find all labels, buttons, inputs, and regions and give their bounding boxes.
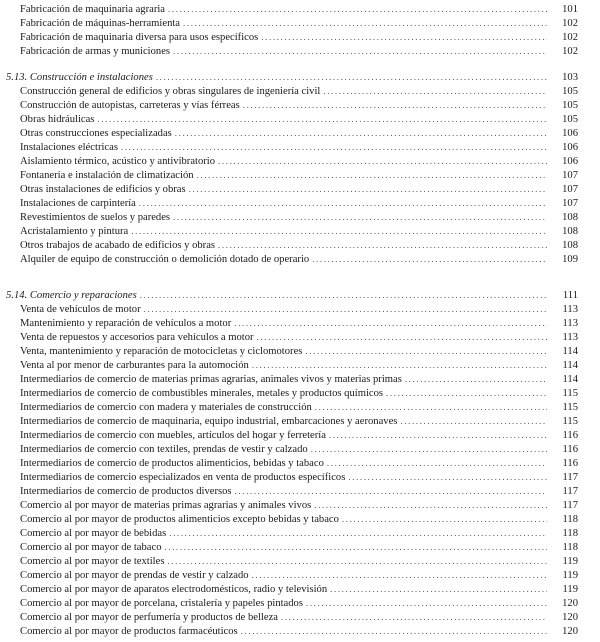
toc-entry-label: Venta de vehículos de motor (20, 304, 141, 315)
toc-entry (20, 484, 578, 499)
toc-entry-page: 108 (562, 212, 578, 223)
toc-entry (20, 610, 578, 625)
dot-leader (156, 70, 547, 84)
toc-entry-page: 105 (562, 100, 578, 111)
toc-entry-label: Comercio al por mayor de tabaco (20, 542, 162, 553)
toc-entry-label: Instalaciones de carpintería (20, 198, 136, 209)
toc-entry-label: Comercio al por mayor de prendas de vestir y calzado (20, 570, 249, 581)
toc-entry-page: 117 (562, 472, 578, 483)
toc-entry (20, 358, 578, 373)
dot-leader (386, 386, 547, 400)
toc-entry (20, 582, 578, 597)
toc-entry-label: Venta al por menor de carburantes para la automoción (20, 360, 249, 371)
toc-entry-page: 118 (562, 542, 578, 553)
toc-entry-label: Construcción general de edificios y obras singulares de ingeniería civil (20, 86, 321, 97)
dot-leader (252, 358, 547, 372)
toc-entry-label: Venta, mantenimiento y reparación de motocicletas y ciclomotores (20, 346, 303, 357)
dot-leader (175, 126, 547, 140)
toc-entry-page: 115 (562, 416, 578, 427)
toc-entry (20, 168, 578, 183)
section-heading-label: 5.13. Construcción e instalaciones (6, 72, 153, 83)
toc-entry-page: 114 (562, 374, 578, 385)
dot-leader (314, 498, 547, 512)
dot-leader (168, 2, 547, 16)
toc-entry-page: 116 (562, 444, 578, 455)
toc-entry (20, 428, 578, 443)
toc-entry-label: Venta de repuestos y accesorios para vehículos a motor (20, 332, 254, 343)
dot-leader (139, 196, 547, 210)
toc-entry-page: 119 (562, 570, 578, 581)
toc-entry-label: Intermediarios de comercio con textiles, prendas de vestir y calzado (20, 444, 308, 455)
dot-leader (97, 112, 547, 126)
toc-entry-page: 115 (562, 402, 578, 413)
toc-entry-page: 102 (562, 18, 578, 29)
section-heading-page: 111 (562, 290, 578, 301)
toc-entry-label: Instalaciones eléctricas (20, 142, 118, 153)
toc-entry-page: 107 (562, 170, 578, 181)
toc-entry (20, 470, 578, 485)
toc-entry (20, 498, 578, 513)
toc-entry-page: 116 (562, 430, 578, 441)
dot-leader (281, 610, 547, 624)
toc-entry-label: Intermediarios de comercio de combustibles minerales, metales y productos químicos (20, 388, 384, 399)
toc-entry-label: Fabricación de armas y municiones (20, 46, 171, 57)
dot-leader (305, 344, 547, 358)
toc-entry (20, 526, 578, 541)
dot-leader (234, 316, 547, 330)
section-heading (6, 70, 578, 85)
dot-leader (315, 400, 547, 414)
toc-entry-page: 105 (562, 114, 578, 125)
toc-entry (20, 414, 578, 429)
dot-leader (342, 512, 547, 526)
toc-entry-page: 119 (562, 556, 578, 567)
dot-leader (197, 168, 547, 182)
toc-entry-page: 113 (562, 304, 578, 315)
dot-leader (405, 372, 547, 386)
toc-entry (20, 540, 578, 555)
toc-entry-page: 105 (562, 86, 578, 97)
toc-entry-page: 120 (562, 626, 578, 637)
toc-entry (20, 44, 578, 59)
dot-leader (243, 98, 547, 112)
dot-leader (235, 484, 547, 498)
dot-leader (330, 582, 547, 596)
dot-leader (241, 624, 547, 638)
toc-entry-page: 119 (562, 584, 578, 595)
toc-entry (20, 568, 578, 583)
toc-entry-label: Obras hidráulicas (20, 114, 95, 125)
toc-entry (20, 154, 578, 169)
toc-entry-label: Acristalamiento y pintura (20, 226, 129, 237)
toc-entry-page: 114 (562, 346, 578, 357)
toc-entry (20, 302, 578, 317)
toc-entry (20, 84, 578, 99)
dot-leader (348, 470, 547, 484)
toc-entry (20, 512, 578, 527)
toc-entry-label: Comercio al por mayor de porcelana, cristalería y papeles pintados (20, 598, 303, 609)
dot-leader (329, 428, 547, 442)
dot-leader (400, 414, 547, 428)
toc-entry (20, 126, 578, 141)
toc-entry (20, 330, 578, 345)
toc-entry (20, 224, 578, 239)
dot-leader (140, 288, 547, 302)
dot-leader (169, 526, 547, 540)
toc-entry-page: 116 (562, 458, 578, 469)
section-heading (6, 288, 578, 303)
toc-entry-label: Revestimientos de suelos y paredes (20, 212, 171, 223)
dot-leader (183, 16, 547, 30)
toc-entry-page: 106 (562, 142, 578, 153)
toc-entry (20, 316, 578, 331)
toc-entry-page: 113 (562, 332, 578, 343)
toc-entry-page: 109 (562, 254, 578, 265)
toc-entry-label: Comercio al por mayor de perfumería y productos de belleza (20, 612, 278, 623)
toc-entry (20, 400, 578, 415)
dot-leader (311, 442, 547, 456)
section-heading-page: 103 (562, 72, 578, 83)
toc-entry-page: 117 (562, 500, 578, 511)
dot-leader (312, 252, 547, 266)
toc-entry-page: 117 (562, 486, 578, 497)
toc-entry-label: Fabricación de máquinas-herramienta (20, 18, 181, 29)
toc-entry-page: 120 (562, 612, 578, 623)
toc-entry-label: Mantenimiento y reparación de vehículos a motor (20, 318, 232, 329)
toc-entry-page: 101 (562, 4, 578, 15)
toc-entry-label: Comercio al por mayor de bebidas (20, 528, 167, 539)
dot-leader (173, 210, 547, 224)
dot-leader (218, 238, 547, 252)
toc-entry-label: Intermediarios de comercio de productos alimenticios, bebidas y tabaco (20, 458, 324, 469)
toc-entry (20, 140, 578, 155)
dot-leader (257, 330, 547, 344)
toc-entry-page: 118 (562, 528, 578, 539)
toc-entry (20, 596, 578, 611)
toc-entry-label: Fabricación de maquinaria diversa para usos específicos (20, 32, 259, 43)
dot-leader (261, 30, 547, 44)
toc-entry-page: 102 (562, 32, 578, 43)
dot-leader (173, 44, 547, 58)
toc-entry (20, 210, 578, 225)
toc-entry-page: 120 (562, 598, 578, 609)
dot-leader (189, 182, 547, 196)
dot-leader (167, 554, 547, 568)
toc-entry (20, 252, 578, 267)
toc-entry (20, 372, 578, 387)
toc-entry-page: 108 (562, 226, 578, 237)
dot-leader (252, 568, 547, 582)
toc-entry (20, 16, 578, 31)
toc-entry-label: Otras construcciones especializadas (20, 128, 172, 139)
toc-entry-label: Fontanería e instalación de climatización (20, 170, 194, 181)
toc-entry-label: Intermediarios de comercio de productos diversos (20, 486, 232, 497)
toc-entry-page: 102 (562, 46, 578, 57)
toc-entry (20, 182, 578, 197)
toc-entry-page: 107 (562, 198, 578, 209)
dot-leader (306, 596, 547, 610)
toc-entry-label: Alquiler de equipo de construcción o demolición dotado de operario (20, 254, 310, 265)
toc-entry-label: Intermediarios de comercio de materias primas agrarias, animales vivos y materias primas (20, 374, 402, 385)
toc-entry (20, 238, 578, 253)
dot-leader (131, 224, 547, 238)
toc-entry-label: Fabricación de maquinaria agraria (20, 4, 166, 15)
toc-entry-label: Intermediarios de comercio con madera y materiales de construcción (20, 402, 312, 413)
toc-entry-page: 114 (562, 360, 578, 371)
toc-entry (20, 2, 578, 17)
toc-entry-page: 106 (562, 156, 578, 167)
section-heading-label: 5.14. Comercio y reparaciones (6, 290, 137, 301)
toc-entry (20, 386, 578, 401)
toc-entry (20, 456, 578, 471)
toc-entry-page: 107 (562, 184, 578, 195)
toc-entry-page: 113 (562, 318, 578, 329)
dot-leader (327, 456, 547, 470)
toc-entry-page: 108 (562, 240, 578, 251)
toc-entry-label: Otros trabajos de acabado de edificios y obras (20, 240, 216, 251)
toc-entry-label: Comercio al por mayor de aparatos electrodomésticos, radio y televisión (20, 584, 328, 595)
toc-entry (20, 442, 578, 457)
toc-entry (20, 30, 578, 45)
toc-entry-label: Otras instalaciones de edificios y obras (20, 184, 186, 195)
toc-entry-label: Intermediarios de comercio con muebles, artículos del hogar y ferretería (20, 430, 326, 441)
toc-entry (20, 98, 578, 113)
toc-entry-label: Comercio al por mayor de materias primas agrarias y animales vivos (20, 500, 312, 511)
toc-entry (20, 112, 578, 127)
toc-entry-label: Intermediarios de comercio de maquinaria, equipo industrial, embarcaciones y aeronaves (20, 416, 398, 427)
toc-entry-label: Comercio al por mayor de productos farmacéuticos (20, 626, 238, 637)
toc-entry (20, 624, 578, 639)
dot-leader (121, 140, 547, 154)
toc-entry-page: 106 (562, 128, 578, 139)
dot-leader (144, 302, 547, 316)
toc-entry-label: Construcción de autopistas, carreteras y vías férreas (20, 100, 240, 111)
toc-entry-page: 115 (562, 388, 578, 399)
toc-entry-label: Comercio al por mayor de textiles (20, 556, 165, 567)
toc-entry (20, 554, 578, 569)
toc-entry-label: Intermediarios de comercio especializados en venta de productos específicos (20, 472, 346, 483)
toc-entry-label: Aislamiento térmico, acústico y antivibratorio (20, 156, 216, 167)
toc-entry-page: 118 (562, 514, 578, 525)
toc-entry (20, 344, 578, 359)
toc-entry (20, 196, 578, 211)
toc-entry-label: Comercio al por mayor de productos alimenticios excepto bebidas y tabaco (20, 514, 339, 525)
dot-leader (165, 540, 548, 554)
dot-leader (323, 84, 547, 98)
dot-leader (218, 154, 547, 168)
